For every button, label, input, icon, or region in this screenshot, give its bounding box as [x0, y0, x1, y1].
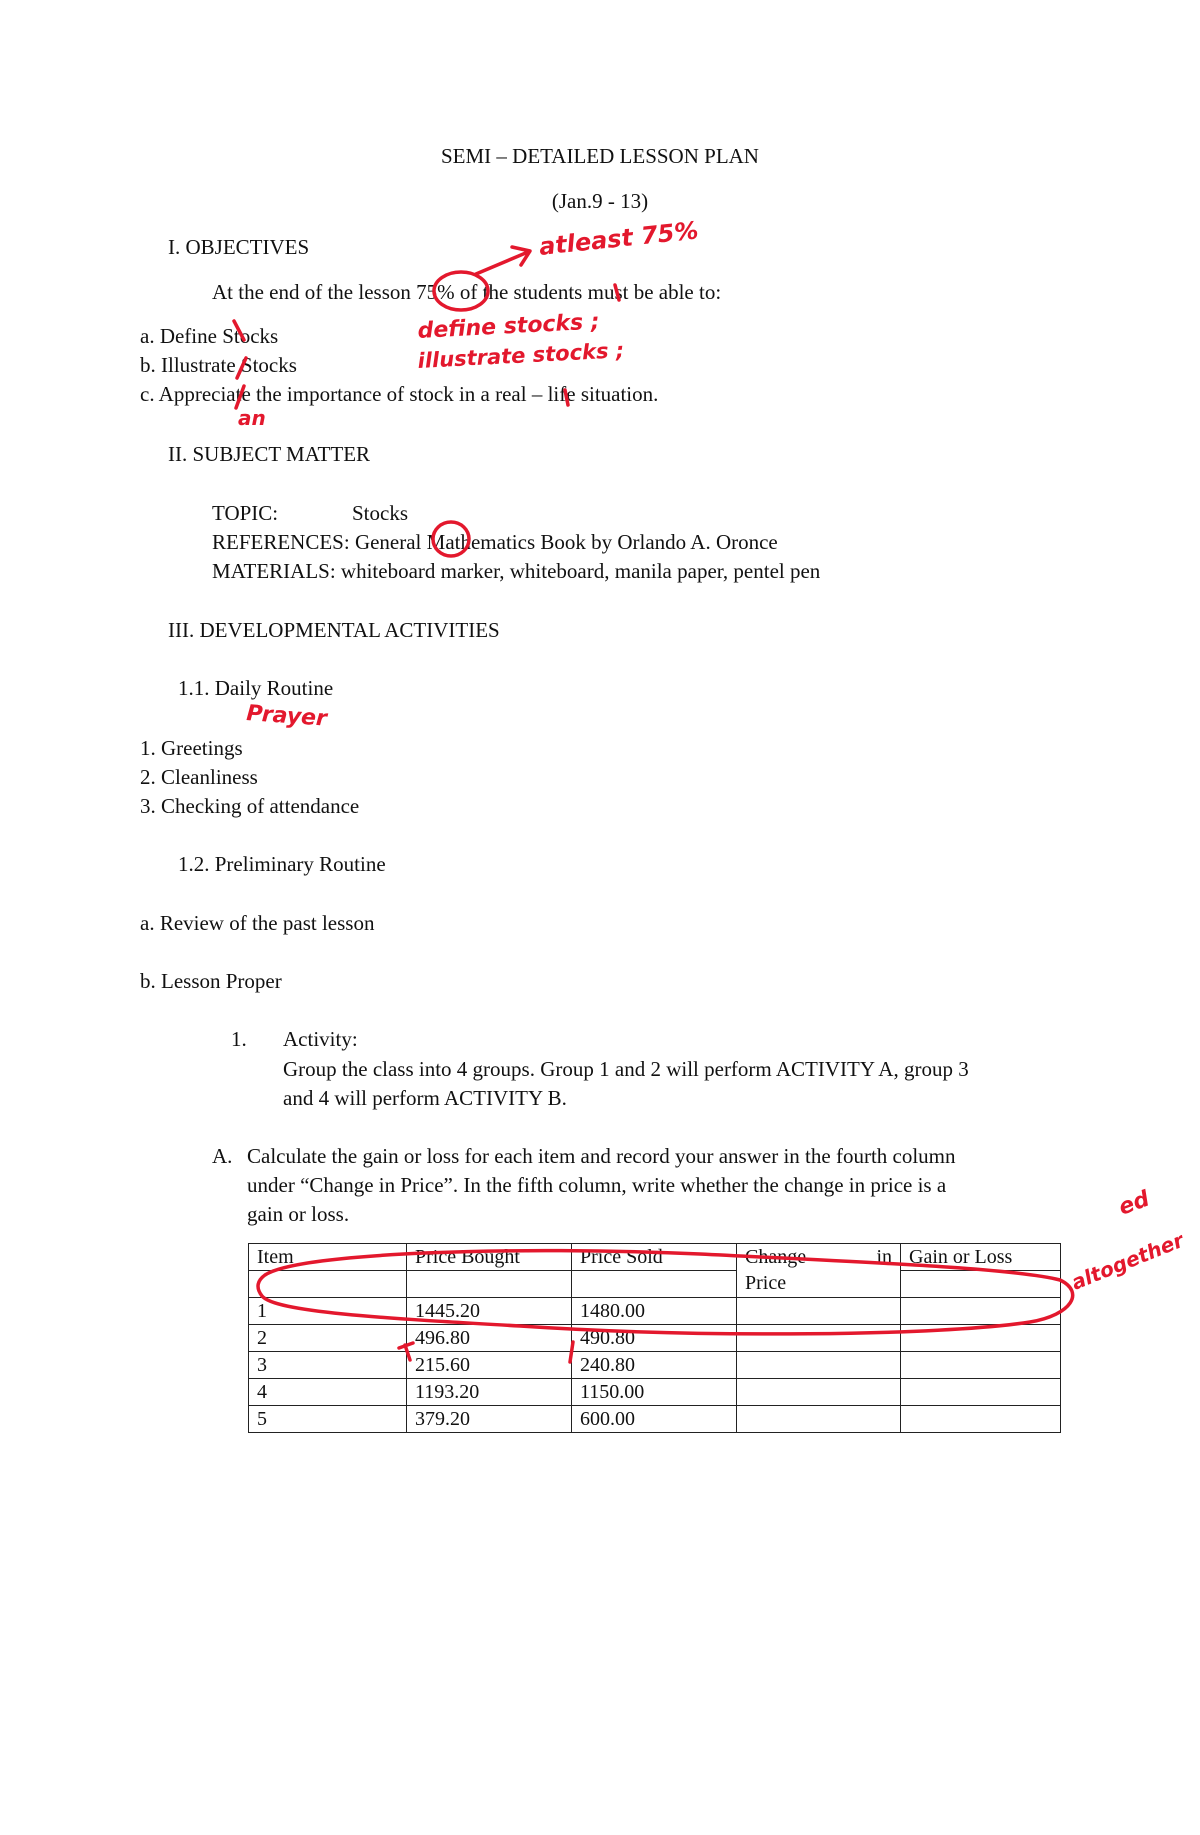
daily-item: 1. Greetings: [140, 736, 243, 760]
table-row: [249, 1298, 1061, 1325]
objective-item: c. Appreciate the importance of stock in a real – life situation.: [140, 382, 659, 406]
objective-item: a. Define Stocks: [140, 324, 279, 348]
preliminary-heading: 1.2. Preliminary Routine: [178, 852, 386, 876]
intro-before: At the end of the lesson: [212, 280, 411, 304]
annotation-define: define stocks ;: [417, 309, 601, 344]
objectives-intro: [212, 279, 721, 305]
table-cell: [737, 1352, 901, 1379]
activity-a-text: gain or loss.: [247, 1202, 350, 1226]
document-title: SEMI – DETAILED LESSON PLAN: [441, 144, 759, 168]
annotation-prayer: Prayer: [245, 701, 328, 732]
objectives-heading: I. OBJECTIVES: [168, 235, 310, 259]
annotation-an: an: [238, 406, 266, 430]
references-line: REFERENCES: General Mathematics Book by Orlando A. Oronce: [212, 530, 778, 554]
activity-label: Activity:: [283, 1027, 358, 1051]
document-date: (Jan.9 - 13): [551, 189, 649, 213]
table-cell: [737, 1406, 901, 1433]
table-header-row: [249, 1271, 1061, 1298]
intro-circled: 75%: [416, 280, 455, 304]
annotation-illustrate: illustrate stocks ;: [417, 338, 625, 373]
table-cell: 215.60: [407, 1352, 572, 1379]
annotation-ed: ed: [1115, 1186, 1153, 1221]
header-word: Change: [745, 1246, 807, 1268]
topic-value: Stocks: [352, 501, 409, 525]
table-cell: [901, 1325, 1061, 1352]
activity-text: Group the class into 4 groups. Group 1 and 2 will perform ACTIVITY A, group 3: [283, 1057, 969, 1081]
table-cell: [901, 1298, 1061, 1325]
table-header-row: [249, 1244, 1061, 1271]
table-header-cell: Gain or Loss: [901, 1244, 1061, 1271]
table-cell: 3: [249, 1352, 407, 1379]
table-cell: 2: [249, 1325, 407, 1352]
table-cell: [901, 1379, 1061, 1406]
daily-routine-heading: 1.1. Daily Routine: [178, 676, 334, 700]
intro-after: of the students must be able to:: [459, 280, 722, 304]
activity-a-label: A.: [212, 1144, 233, 1168]
table-cell: [901, 1352, 1061, 1379]
activities-heading: III. DEVELOPMENTAL ACTIVITIES: [168, 618, 500, 642]
arrow-mark: [476, 247, 530, 274]
table-header-cell: [737, 1244, 901, 1298]
table-cell: 379.20: [407, 1406, 572, 1433]
annotation-atleast: atleast 75%: [537, 216, 700, 261]
table-header-cell: Item: [249, 1244, 407, 1271]
subject-matter-heading: II. SUBJECT MATTER: [168, 442, 371, 466]
table-cell: 4: [249, 1379, 407, 1406]
daily-item: 2. Cleanliness: [140, 765, 258, 789]
lesson-proper-item: b. Lesson Proper: [140, 969, 282, 993]
activity-a-text: Calculate the gain or loss for each item and record your answer in the fourth column: [247, 1144, 956, 1168]
table-row: [249, 1379, 1061, 1406]
table-cell: [572, 1271, 737, 1298]
table-cell: 600.00: [572, 1406, 737, 1433]
activity-a-text: under “Change in Price”. In the fifth column, write whether the change in price is a: [247, 1173, 947, 1197]
table-cell: 1150.00: [572, 1379, 737, 1406]
table-cell: 1193.20: [407, 1379, 572, 1406]
table-row: [249, 1325, 1061, 1352]
table-header-cell: Price Sold: [572, 1244, 737, 1271]
table-cell: 240.80: [572, 1352, 737, 1379]
table-cell: [249, 1271, 407, 1298]
table-cell: 496.80: [407, 1325, 572, 1352]
table-cell: [737, 1298, 901, 1325]
table-cell: [407, 1271, 572, 1298]
activity-text: and 4 will perform ACTIVITY B.: [283, 1086, 567, 1110]
table-cell: [901, 1406, 1061, 1433]
topic-label: TOPIC:: [212, 501, 279, 525]
activity-number: 1.: [231, 1027, 247, 1051]
table-cell: 1: [249, 1298, 407, 1325]
review-item: a. Review of the past lesson: [140, 911, 375, 935]
table-cell: [901, 1271, 1061, 1298]
table-row: [249, 1352, 1061, 1379]
table-cell: [737, 1325, 901, 1352]
header-word: Price: [745, 1272, 787, 1294]
table-cell: [737, 1379, 901, 1406]
table-row: [249, 1406, 1061, 1433]
annotation-altogether: altogether: [1067, 1227, 1187, 1295]
table-cell: 490.80: [572, 1325, 737, 1352]
table-cell: 1445.20: [407, 1298, 572, 1325]
materials-line: MATERIALS: whiteboard marker, whiteboard, manila paper, pentel pen: [212, 559, 821, 583]
table-cell: 5: [249, 1406, 407, 1433]
table-header-cell: Price Bought: [407, 1244, 572, 1271]
header-word: in: [876, 1246, 892, 1268]
objective-item: b. Illustrate Stocks: [140, 353, 297, 377]
price-table: [248, 1243, 1061, 1433]
table-cell: 1480.00: [572, 1298, 737, 1325]
daily-item: 3. Checking of attendance: [140, 794, 360, 818]
